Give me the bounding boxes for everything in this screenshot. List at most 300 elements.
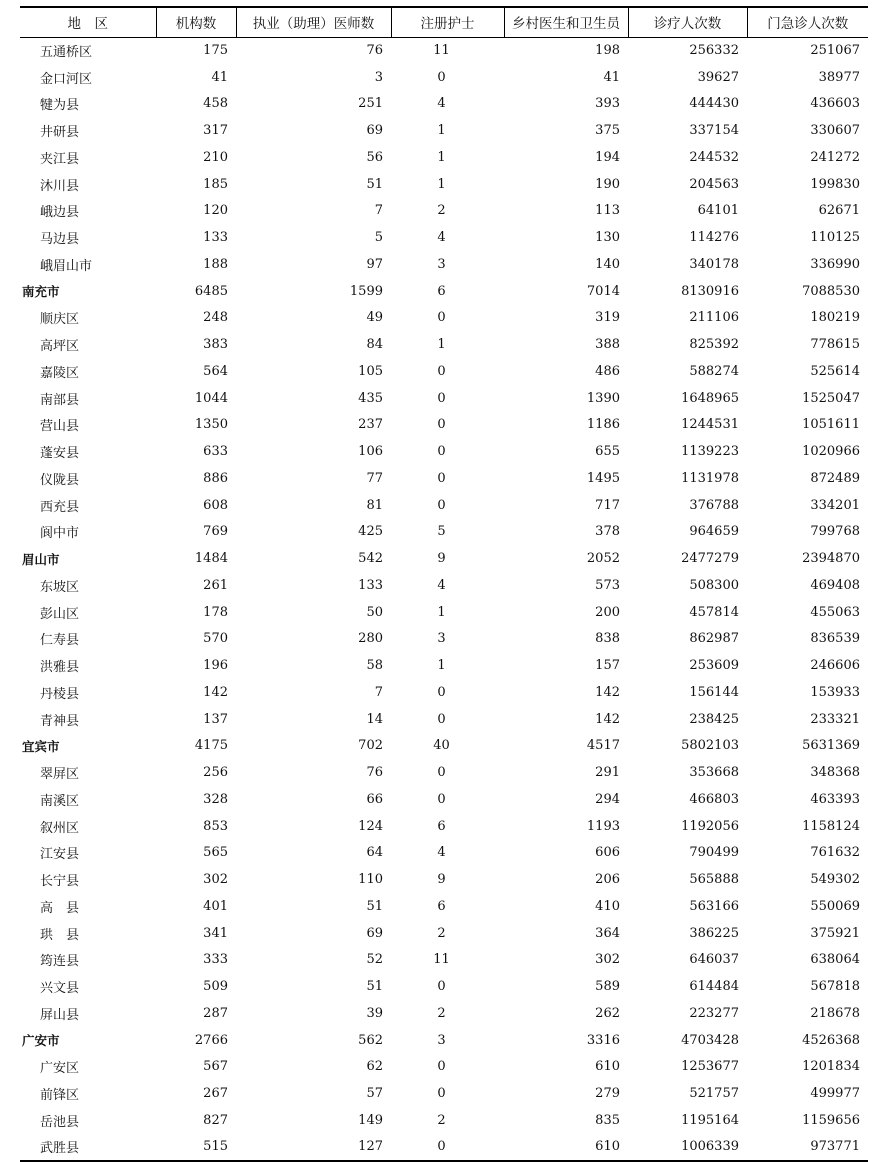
nurses-cell: 2: [437, 1112, 446, 1128]
visits-cell: 862987: [689, 631, 739, 647]
institutions-cell: 565: [203, 845, 228, 861]
city-row: [20, 733, 868, 760]
institutions-cell: 178: [203, 604, 228, 620]
village-doctors-cell: 1390: [586, 390, 620, 406]
physicians-cell: 69: [366, 925, 383, 941]
nurses-cell: 1: [437, 604, 446, 620]
region-cell: 峨眉山市: [40, 258, 93, 274]
physicians-cell: 7: [374, 684, 383, 700]
physicians-cell: 50: [366, 604, 383, 620]
outpatient-cell: 251067: [810, 43, 860, 59]
institutions-cell: 608: [203, 497, 228, 513]
table-row: [20, 224, 868, 251]
table-row: [20, 305, 868, 332]
table-row: [20, 91, 868, 118]
visits-cell: 457814: [689, 604, 739, 620]
header-outpatient: 门急诊人次数: [747, 7, 868, 37]
visits-cell: 646037: [689, 952, 739, 968]
region-cell: 南溪区: [40, 793, 80, 809]
physicians-cell: 52: [366, 952, 383, 968]
outpatient-cell: 499977: [810, 1086, 860, 1102]
physicians-cell: 51: [366, 176, 383, 192]
village-doctors-cell: 1186: [586, 417, 620, 433]
institutions-cell: 188: [203, 256, 228, 272]
institutions-cell: 256: [203, 765, 228, 781]
visits-cell: 1139223: [681, 444, 739, 460]
nurses-cell: 1: [437, 123, 446, 139]
physicians-cell: 14: [366, 711, 383, 727]
region-cell: 东坡区: [40, 579, 80, 595]
institutions-cell: 41: [211, 69, 228, 85]
institutions-cell: 564: [203, 363, 228, 379]
physicians-cell: 66: [366, 791, 383, 807]
visits-cell: 386225: [689, 925, 739, 941]
physicians-cell: 5: [374, 230, 383, 246]
institutions-cell: 458: [203, 96, 228, 112]
outpatient-cell: 638064: [810, 952, 860, 968]
institutions-cell: 142: [203, 684, 228, 700]
visits-cell: 244532: [689, 149, 739, 165]
header-visits: 诊疗人次数: [628, 7, 747, 37]
village-doctors-cell: 589: [595, 979, 620, 995]
outpatient-cell: 375921: [810, 925, 860, 941]
nurses-cell: 4: [437, 230, 446, 246]
outpatient-cell: 199830: [810, 176, 860, 192]
region-cell: 仪陇县: [40, 472, 80, 488]
table-row: [20, 786, 868, 813]
institutions-cell: 1350: [194, 417, 228, 433]
table-row: [20, 117, 868, 144]
village-doctors-cell: 610: [504, 1134, 628, 1161]
outpatient-cell: 1051611: [802, 417, 860, 433]
visits-cell: 2477279: [681, 551, 739, 567]
region-cell: 筠连县: [40, 954, 80, 970]
visits-cell: 1253677: [681, 1059, 739, 1075]
institutions-cell: 175: [203, 43, 228, 59]
outpatient-cell: 799768: [810, 524, 860, 540]
nurses-cell: 0: [437, 417, 446, 433]
region-cell: 西充县: [40, 499, 80, 515]
table-row: [20, 492, 868, 519]
outpatient-cell: 2394870: [802, 551, 860, 567]
nurses-cell: 0: [437, 791, 446, 807]
visits-cell: 204563: [689, 176, 739, 192]
institutions-cell: 185: [203, 176, 228, 192]
visits-cell: 114276: [689, 230, 739, 246]
nurses-cell: 2: [437, 925, 446, 941]
outpatient-cell: 153933: [810, 684, 860, 700]
village-doctors-cell: 200: [595, 604, 620, 620]
visits-cell: 444430: [689, 96, 739, 112]
nurses-cell: 0: [391, 1134, 504, 1161]
region-cell: 五通桥区: [40, 45, 93, 61]
table-row: [20, 706, 868, 733]
visits-cell: 964659: [689, 524, 739, 540]
header-region: 地 区: [20, 7, 156, 37]
outpatient-cell: 469408: [810, 577, 860, 593]
visits-cell: 565888: [689, 872, 739, 888]
outpatient-cell: 5631369: [802, 738, 860, 754]
visits-cell: 521757: [689, 1086, 739, 1102]
nurses-cell: 0: [437, 497, 446, 513]
region-cell: 夹江县: [40, 151, 80, 167]
institutions-cell: 401: [203, 898, 228, 914]
physicians-cell: 435: [358, 390, 383, 406]
village-doctors-cell: 294: [595, 791, 620, 807]
village-doctors-cell: 717: [595, 497, 620, 513]
village-doctors-cell: 410: [595, 898, 620, 914]
region-cell: 犍为县: [40, 98, 80, 114]
nurses-cell: 4: [437, 845, 446, 861]
village-doctors-cell: 835: [595, 1112, 620, 1128]
nurses-cell: 0: [437, 765, 446, 781]
table-row: [20, 438, 868, 465]
village-doctors-cell: 1495: [586, 470, 620, 486]
institutions-cell: 633: [203, 444, 228, 460]
visits-cell: 353668: [689, 765, 739, 781]
nurses-cell: 6: [437, 283, 446, 299]
region-cell: 井研县: [40, 125, 80, 141]
nurses-cell: 4: [437, 577, 446, 593]
nurses-cell: 0: [437, 1059, 446, 1075]
institutions-cell: 333: [203, 952, 228, 968]
village-doctors-cell: 142: [595, 684, 620, 700]
nurses-cell: 5: [437, 524, 446, 540]
table-row: [20, 37, 868, 64]
outpatient-cell: 110125: [810, 230, 860, 246]
visits-cell: 337154: [689, 123, 739, 139]
institutions-cell: 827: [203, 1112, 228, 1128]
institutions-cell: 515: [156, 1134, 236, 1161]
region-cell: 沐川县: [40, 178, 80, 194]
region-cell: 青神县: [40, 713, 80, 729]
table-row: [20, 679, 868, 706]
nurses-cell: 6: [437, 818, 446, 834]
nurses-cell: 0: [437, 684, 446, 700]
village-doctors-cell: 279: [595, 1086, 620, 1102]
visits-cell: 1195164: [681, 1112, 739, 1128]
institutions-cell: 769: [203, 524, 228, 540]
institutions-cell: 1044: [194, 390, 228, 406]
physicians-cell: 106: [358, 444, 383, 460]
region-cell: 珙 县: [40, 927, 80, 943]
institutions-cell: 328: [203, 791, 228, 807]
table-row: [20, 759, 868, 786]
visits-cell: 376788: [689, 497, 739, 513]
physicians-cell: 3: [374, 69, 383, 85]
village-doctors-cell: 3316: [586, 1032, 620, 1048]
region-cell: 屏山县: [40, 1007, 80, 1023]
nurses-cell: 3: [437, 256, 446, 272]
physicians-cell: 51: [366, 979, 383, 995]
table-row: [20, 1080, 868, 1107]
nurses-cell: 9: [437, 551, 446, 567]
region-cell: 高坪区: [40, 339, 80, 355]
physicians-cell: 77: [366, 470, 383, 486]
region-cell: 长宁县: [40, 874, 80, 890]
table-row: [20, 171, 868, 198]
physicians-cell: 56: [366, 149, 383, 165]
visits-cell: 1131978: [681, 470, 739, 486]
physicians-cell: 76: [366, 765, 383, 781]
physicians-cell: 57: [366, 1086, 383, 1102]
outpatient-cell: 549302: [810, 872, 860, 888]
outpatient-cell: 336990: [810, 256, 860, 272]
visits-cell: 466803: [689, 791, 739, 807]
visits-cell: 614484: [689, 979, 739, 995]
outpatient-cell: 62671: [818, 203, 860, 219]
physicians-cell: 105: [358, 363, 383, 379]
village-doctors-cell: 838: [595, 631, 620, 647]
village-doctors-cell: 606: [595, 845, 620, 861]
village-doctors-cell: 130: [595, 230, 620, 246]
village-doctors-cell: 262: [595, 1005, 620, 1021]
outpatient-cell: 973771: [747, 1134, 868, 1161]
village-doctors-cell: 378: [595, 524, 620, 540]
outpatient-cell: 334201: [810, 497, 860, 513]
nurses-cell: 0: [437, 470, 446, 486]
table-row: [20, 947, 868, 974]
nurses-cell: 2: [437, 1005, 446, 1021]
city-row: [20, 545, 868, 572]
region-cell: 峨边县: [40, 205, 80, 221]
table-row: [20, 920, 868, 947]
outpatient-cell: 246606: [810, 658, 860, 674]
institutions-cell: 317: [203, 123, 228, 139]
nurses-cell: 0: [437, 310, 446, 326]
physicians-cell: 280: [358, 631, 383, 647]
table-row: [20, 1107, 868, 1134]
nurses-cell: 1: [437, 658, 446, 674]
outpatient-cell: 330607: [810, 123, 860, 139]
nurses-cell: 1: [437, 337, 446, 353]
village-doctors-cell: 113: [595, 203, 620, 219]
visits-cell: 825392: [689, 337, 739, 353]
table-row: [20, 572, 868, 599]
table-row: [20, 519, 868, 546]
village-doctors-cell: 291: [595, 765, 620, 781]
city-row: [20, 1027, 868, 1054]
village-doctors-cell: 7014: [586, 283, 620, 299]
outpatient-cell: 836539: [810, 631, 860, 647]
region-cell: 蓬安县: [40, 446, 80, 462]
outpatient-cell: 872489: [810, 470, 860, 486]
table-row: [20, 251, 868, 278]
outpatient-cell: 761632: [810, 845, 860, 861]
physicians-cell: 76: [366, 43, 383, 59]
physicians-cell: 64: [366, 845, 383, 861]
region-cell: 前锋区: [40, 1088, 80, 1104]
table-row: [20, 626, 868, 653]
physicians-cell: 58: [366, 658, 383, 674]
outpatient-cell: 436603: [810, 96, 860, 112]
physicians-cell: 97: [366, 256, 383, 272]
outpatient-cell: 567818: [810, 979, 860, 995]
institutions-cell: 567: [203, 1059, 228, 1075]
table-row: [20, 840, 868, 867]
village-doctors-cell: 194: [595, 149, 620, 165]
institutions-cell: 267: [203, 1086, 228, 1102]
physicians-cell: 39: [366, 1005, 383, 1021]
village-doctors-cell: 140: [595, 256, 620, 272]
outpatient-cell: 7088530: [802, 283, 860, 299]
visits-cell: 1192056: [681, 818, 739, 834]
outpatient-cell: 1020966: [802, 444, 860, 460]
institutions-cell: 261: [203, 577, 228, 593]
outpatient-cell: 38977: [818, 69, 860, 85]
outpatient-cell: 1158124: [802, 818, 860, 834]
outpatient-cell: 348368: [810, 765, 860, 781]
region-cell: 马边县: [40, 232, 80, 248]
visits-cell: 223277: [689, 1005, 739, 1021]
header-physicians: 执业（助理）医师数: [236, 7, 391, 37]
region-cell: 宜宾市: [22, 738, 60, 754]
region-cell: 嘉陵区: [40, 365, 80, 381]
nurses-cell: 3: [437, 1032, 446, 1048]
village-doctors-cell: 190: [595, 176, 620, 192]
header-village-doctors: 乡村医生和卫生员: [504, 7, 628, 37]
institutions-cell: 196: [203, 658, 228, 674]
visits-cell: 238425: [689, 711, 739, 727]
table-row: [20, 198, 868, 225]
header-row: [20, 7, 868, 37]
visits-cell: 211106: [689, 310, 739, 326]
physicians-cell: 49: [366, 310, 383, 326]
nurses-cell: 40: [433, 738, 450, 754]
physicians-cell: 149: [358, 1112, 383, 1128]
region-cell: 仁寿县: [40, 633, 80, 649]
region-cell: 丹棱县: [40, 686, 80, 702]
visits-cell: 1648965: [681, 390, 739, 406]
village-doctors-cell: 302: [595, 952, 620, 968]
physicians-cell: 562: [358, 1032, 383, 1048]
nurses-cell: 11: [433, 952, 450, 968]
visits-cell: 1006339: [628, 1134, 747, 1161]
nurses-cell: 0: [437, 390, 446, 406]
region-cell: 顺庆区: [40, 312, 80, 328]
village-doctors-cell: 388: [595, 337, 620, 353]
outpatient-cell: 1159656: [802, 1112, 860, 1128]
table-row: [20, 385, 868, 412]
institutions-cell: 302: [203, 872, 228, 888]
region-cell: 兴文县: [40, 981, 80, 997]
visits-cell: 340178: [689, 256, 739, 272]
region-cell: 广安市: [22, 1033, 60, 1049]
outpatient-cell: 1201834: [802, 1059, 860, 1075]
institutions-cell: 133: [203, 230, 228, 246]
institutions-cell: 287: [203, 1005, 228, 1021]
nurses-cell: 0: [437, 979, 446, 995]
physicians-cell: 251: [358, 96, 383, 112]
physicians-cell: 81: [366, 497, 383, 513]
nurses-cell: 1: [437, 149, 446, 165]
physicians-cell: 62: [366, 1059, 383, 1075]
village-doctors-cell: 1193: [586, 818, 620, 834]
table-row: [20, 866, 868, 893]
table-row: [20, 358, 868, 385]
header-nurses: 注册护士: [391, 7, 504, 37]
region-cell: 广安区: [40, 1061, 80, 1077]
statistics-table-container: [20, 6, 868, 1162]
visits-cell: 39627: [697, 69, 739, 85]
region-cell: 翠屏区: [40, 767, 80, 783]
physicians-cell: 237: [358, 417, 383, 433]
nurses-cell: 11: [433, 43, 450, 59]
village-doctors-cell: 142: [595, 711, 620, 727]
outpatient-cell: 180219: [810, 310, 860, 326]
institutions-cell: 570: [203, 631, 228, 647]
physicians-cell: 702: [358, 738, 383, 754]
village-doctors-cell: 2052: [586, 551, 620, 567]
table-row: [20, 144, 868, 171]
visits-cell: 1244531: [681, 417, 739, 433]
physicians-cell: 1599: [349, 283, 383, 299]
nurses-cell: 0: [437, 711, 446, 727]
visits-cell: 156144: [689, 684, 739, 700]
table-row: [20, 412, 868, 439]
region-cell: 金口河区: [40, 71, 93, 87]
table-row: [20, 652, 868, 679]
physicians-cell: 84: [366, 337, 383, 353]
outpatient-cell: 218678: [810, 1005, 860, 1021]
institutions-cell: 1484: [194, 551, 228, 567]
table-body: [20, 37, 868, 1161]
nurses-cell: 1: [437, 176, 446, 192]
visits-cell: 563166: [689, 898, 739, 914]
outpatient-cell: 455063: [810, 604, 860, 620]
city-row: [20, 278, 868, 305]
visits-cell: 508300: [689, 577, 739, 593]
institutions-cell: 509: [203, 979, 228, 995]
table-row: [20, 599, 868, 626]
village-doctors-cell: 364: [595, 925, 620, 941]
region-cell: 叙州区: [40, 820, 80, 836]
table-row: [20, 1000, 868, 1027]
physicians-cell: 51: [366, 898, 383, 914]
table-row: [20, 331, 868, 358]
village-doctors-cell: 610: [595, 1059, 620, 1075]
header-institutions: 机构数: [156, 7, 236, 37]
health-statistics-table: [20, 6, 868, 1162]
outpatient-cell: 241272: [810, 149, 860, 165]
table-row: [20, 465, 868, 492]
physicians-cell: 133: [358, 577, 383, 593]
village-doctors-cell: 486: [595, 363, 620, 379]
outpatient-cell: 525614: [810, 363, 860, 379]
village-doctors-cell: 157: [595, 658, 620, 674]
institutions-cell: 6485: [194, 283, 228, 299]
table-row: [20, 813, 868, 840]
village-doctors-cell: 573: [595, 577, 620, 593]
region-cell: 南部县: [40, 392, 80, 408]
village-doctors-cell: 206: [595, 872, 620, 888]
region-cell: 江安县: [40, 847, 80, 863]
nurses-cell: 3: [437, 631, 446, 647]
visits-cell: 5802103: [681, 738, 739, 754]
village-doctors-cell: 4517: [586, 738, 620, 754]
visits-cell: 253609: [689, 658, 739, 674]
region-cell: 高 县: [40, 900, 80, 916]
institutions-cell: 383: [203, 337, 228, 353]
village-doctors-cell: 393: [595, 96, 620, 112]
region-cell: 武胜县: [20, 1134, 156, 1161]
nurses-cell: 9: [437, 872, 446, 888]
institutions-cell: 341: [203, 925, 228, 941]
outpatient-cell: 550069: [810, 898, 860, 914]
institutions-cell: 2766: [194, 1032, 228, 1048]
institutions-cell: 4175: [194, 738, 228, 754]
institutions-cell: 210: [203, 149, 228, 165]
